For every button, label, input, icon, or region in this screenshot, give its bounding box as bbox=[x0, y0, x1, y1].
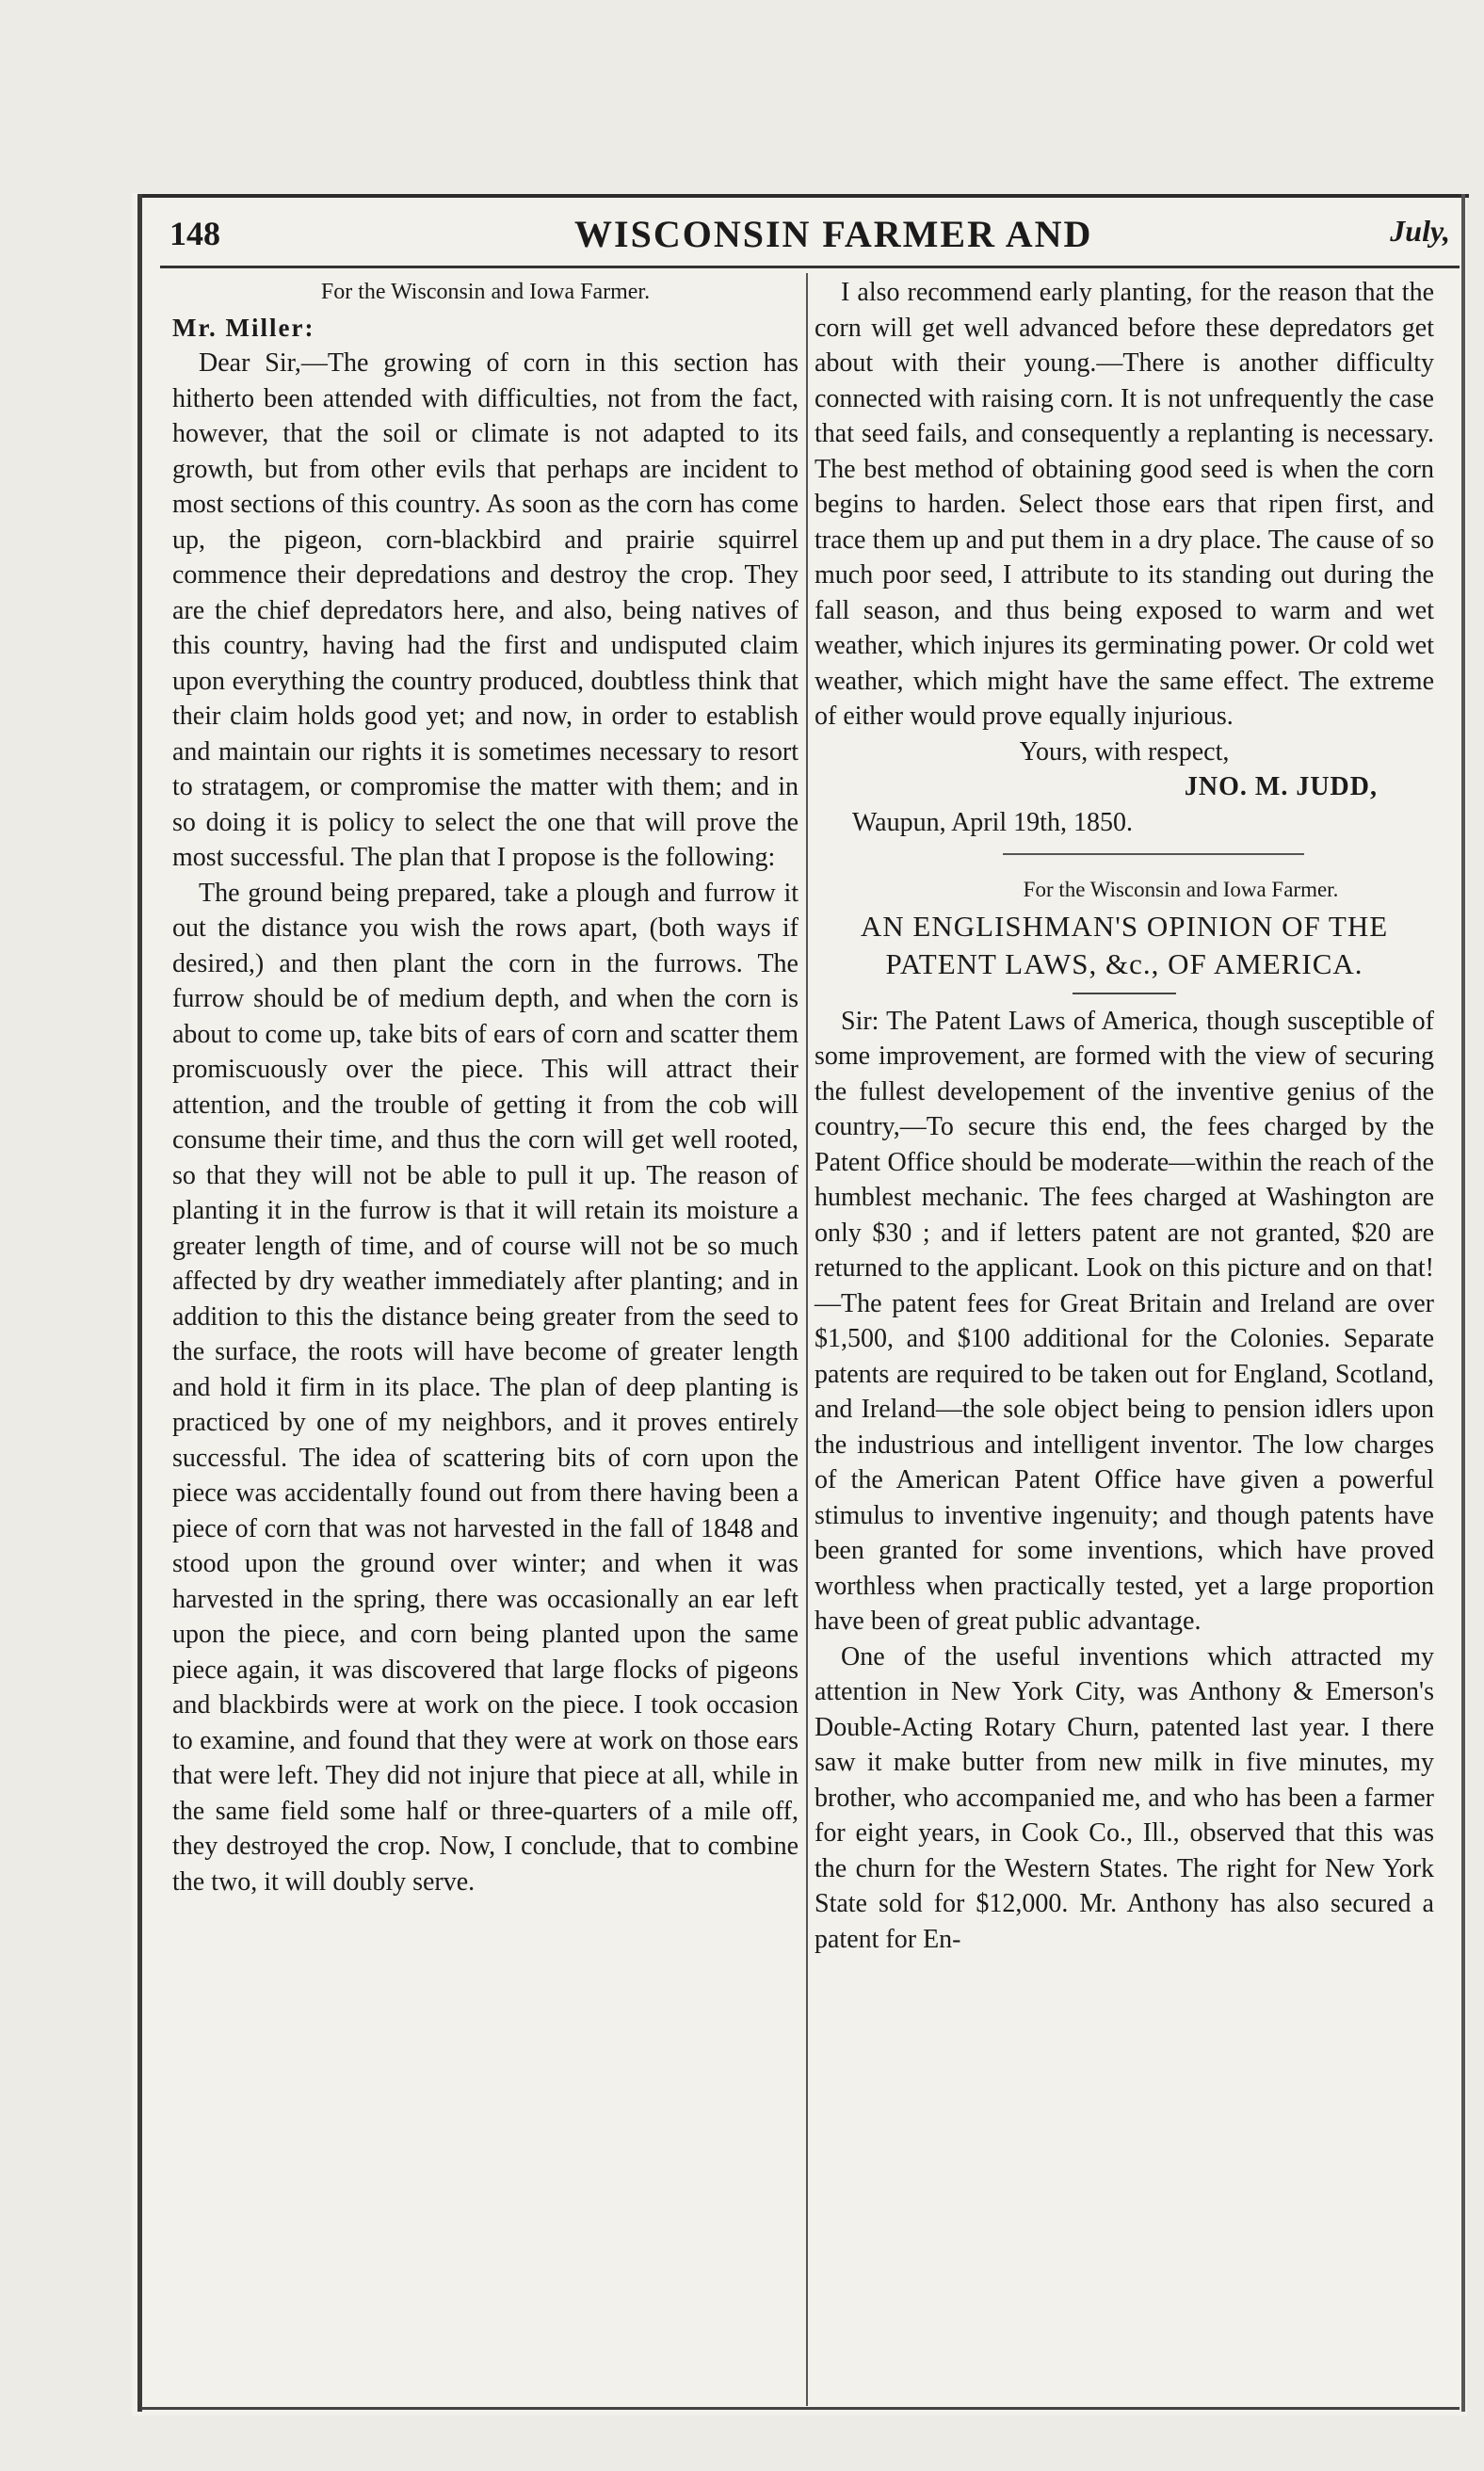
second-article-title: AN ENGLISHMAN'S OPINION OF THE PATENT LAWS, &c., OF AMERICA. bbox=[860, 909, 1389, 980]
author-signature: JNO. M. JUDD, bbox=[1184, 772, 1378, 801]
dateline: Waupun, April 19th, 1850. bbox=[852, 807, 1133, 837]
issue-month: July, bbox=[1390, 214, 1450, 248]
title-rule bbox=[1073, 993, 1176, 994]
masthead-title: WISCONSIN FARMER AND bbox=[574, 213, 1093, 255]
article-paragraph: The ground being prepared, take a plough and furrow it out the distance you wish the rows apart, (both ways if desired,) and then plant the corn in the furrows. The furrow should be of medium depth, and when the corn is about to come up, take bits of ears of corn and scatter them promiscuously over the piece. This will attract their attention, and the trouble of getting it from the cob will consume their time, and thus the corn will get well rooted, so that they will not be able to pull it up. The reason of planting it in the furrow is that it will retain its moisture a greater length of time, and of course will not be so much affected by dry weather immediately after planting; and in addition to this the distance being greater from the seed to the surface, the roots will have become of greater length and hold it firm in its place. The plan of deep planting is practiced by one of my neighbors, and it proves entirely successful. The idea of scattering bits of corn upon the piece was accidentally found out from there having been a piece of corn that was not harvested in the fall of 1848 and stood upon the ground over winter; and when it was harvested in the spring, there was occasionally an ear left upon the piece, and corn being planted upon the same piece again, it was discovered that large flocks of pigeons and blackbirds were at work on the piece. I took occasion to examine, and found that they were at work on those ears that were left. They did not injure that piece at all, while in the same field some half or three-quarters of a mile off, they destroyed the crop. Now, I conclude, that to combine the two, it will doubly serve. bbox=[172, 878, 798, 1897]
article-paragraph: Dear Sir,—The growing of corn in this section has hitherto been attended with difficulties, not from the fact, however, that the soil or climate is not adapted to its growth, but from other evils that perhaps are incident to most sections of this country. As soon as the corn has come up, the pigeon, corn-blackbird and prairie squirrel commence their depredations and destroy the crop. They are the chief depredators here, and also, being natives of this country, having had the first and undisputed claim upon everything the country produced, doubtless think that their claim holds good yet; and now, in order to establish and maintain our rights it is sometimes necessary to resort to stratagem, or compromise the matter with them; and in so doing it is policy to select the one that will prove the most successful. The plan that I propose is the following: bbox=[172, 348, 798, 872]
article-paragraph: Sir: The Patent Laws of America, though susceptible of some improvement, are formed with the view of securing the fullest developement of the inventive genius of the country,—To secure this end, the fees charged by the Patent Office should be moderate—within the reach of the humblest mechanic. The fees charged at Washington are only $30 ; and if letters patent are not granted, $20 are returned to the applicant. Look on this picture and on that!—The patent fees for Great Britain and Ireland are over $1,500, and $100 additional for the Colonies. Separate patents are required to be taken out for England, Scotland, and Ireland—the sole object being to pension idlers upon the industrious and intelligent inventor. The low charges of the American Patent Office have given a powerful stimulus to inventive ingenuity; and though patents have been granted for some inventions, which have proved worthless when practically tested, yet a large proportion have been of great public advantage. bbox=[815, 1006, 1434, 1636]
article-byline: For the Wisconsin and Iowa Farmer. bbox=[320, 280, 651, 304]
header-rule bbox=[160, 266, 1460, 268]
second-article-byline: For the Wisconsin and Iowa Farmer. bbox=[1023, 878, 1339, 901]
page-border-top bbox=[141, 194, 1469, 198]
article-continuation: I also recommend early planting, for the reason that the corn will get well advanced before these depredators get about with their young.—There is another difficulty connected with raising corn. It is not unfrequently the case that seed fails, and consequently a replanting is necessary. The best method of obtaining good seed is when the corn begins to harden. Select those ears that ripen first, and trace them up and put them in a dry place. The cause of so much poor seed, I attribute to its standing out during the fall season, and thus being exposed to warm and wet weather, which injures its germinating power. Or cold wet weather, which might have the same effect. The extreme of either would prove equally injurious. bbox=[815, 278, 1434, 731]
section-rule bbox=[1003, 853, 1304, 855]
page-border-right bbox=[1461, 194, 1465, 2412]
salutation: Mr. Miller: bbox=[172, 313, 315, 342]
page-border-left bbox=[137, 194, 142, 2412]
page-border-bottom bbox=[141, 2407, 1460, 2410]
column-divider bbox=[806, 273, 808, 2406]
sign-off: Yours, with respect, bbox=[1019, 736, 1230, 767]
right-column bbox=[815, 275, 1434, 1957]
page-header bbox=[160, 202, 1460, 259]
left-column bbox=[172, 275, 798, 1899]
page-number: 148 bbox=[169, 215, 220, 252]
article-paragraph: One of the useful inventions which attracted my attention in New York City, was Anthony & Emerson's Double-Acting Rotary Churn, patented last year. I there saw it make butter from new milk in five minutes, my brother, who accompanied me, and who has been a farmer for eight years, in Cook Co., Ill., observed that this was the churn for the Western States. The right for New York State sold for $12,000. Mr. Anthony has also secured a patent for En- bbox=[815, 1641, 1434, 1954]
